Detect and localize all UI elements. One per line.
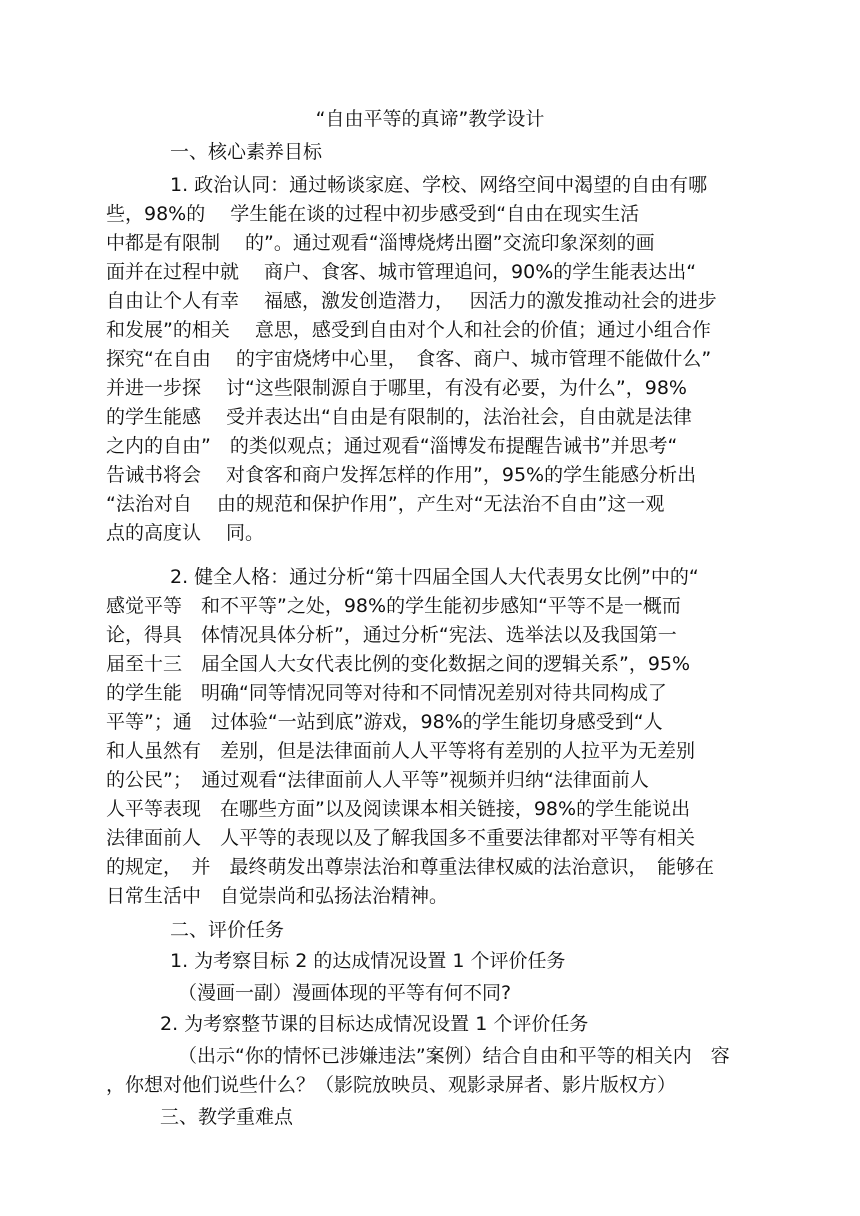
evaluation-task-2-detail: （出示“你的情怀已涉嫌违法”案例）结合自由和平等的相关内 容 <box>178 1045 730 1067</box>
paragraph-line: 感觉平等 和不平等”之处，98%的学生能初步感知“平等不是一概而 <box>106 595 681 617</box>
paragraph-line: 中都是有限制 的”。通过观看“淄博烧烤出圈”交流印象深刻的画 <box>106 232 655 254</box>
paragraph-line: 自由让个人有幸 福感，激发创造潜力， 因活力的激发推动社会的进步 <box>106 290 717 312</box>
paragraph-line: 些，98%的 学生能在谈的过程中初步感受到“自由在现实生活 <box>106 203 640 225</box>
paragraph-line: 点的高度认 同。 <box>106 522 265 544</box>
paragraph-line: 人平等表现 在哪些方面”以及阅读课本相关链接，98%的学生能说出 <box>106 798 691 820</box>
section-heading-evaluation-tasks: 二、评价任务 <box>170 919 285 941</box>
paragraph-line: 和人虽然有 差别，但是法律面前人人平等将有差别的人拉平为无差别 <box>106 740 696 762</box>
paragraph-line: 并进一步探 讨“这些限制源自于哪里，有没有必要，为什么”，98% <box>106 377 687 399</box>
paragraph-line: 2. 健全人格：通过分析“第十四届全国人大代表男女比例”中的“ <box>170 566 699 588</box>
evaluation-task-1: 1. 为考察目标 2 的达成情况设置 1 个评价任务 <box>170 950 566 972</box>
paragraph-line: 届至十三 届全国人大女代表比例的变化数据之间的逻辑关系”，95% <box>106 653 691 675</box>
paragraph-line: 探究“在自由 的宇宙烧烤中心里， 食客、商户、城市管理不能做什么” <box>106 348 712 370</box>
paragraph-line: 论，得具 体情况具体分析”，通过分析“宪法、选举法以及我国第一 <box>106 624 677 646</box>
evaluation-task-2-detail: ，你想对他们说些什么？（影院放映员、观影录屏者、影片版权方） <box>106 1074 677 1096</box>
paragraph-line: 的公民”； 通过观看“法律面前人人平等”视频并归纳“法律面前人 <box>106 769 649 791</box>
paragraph-line: 告诫书将会 对食客和商户发挥怎样的作用”，95%的学生能感分析出 <box>106 464 697 486</box>
section-heading-core-goals: 一、核心素养目标 <box>170 141 323 163</box>
paragraph-line: 之内的自由” 的类似观点；通过观看“淄博发布提醒告诫书”并思考“ <box>106 435 678 457</box>
evaluation-task-2: 2. 为考察整节课的目标达成情况设置 1 个评价任务 <box>160 1013 589 1035</box>
paragraph-line: 1. 政治认同：通过畅谈家庭、学校、网络空间中渴望的自由有哪 <box>170 174 708 196</box>
paragraph-line: 日常生活中 自觉崇尚和弘扬法治精神。 <box>106 885 449 907</box>
paragraph-line: 法律面前人 人平等的表现以及了解我国多不重要法律都对平等有相关 <box>106 827 696 849</box>
paragraph-line: 的学生能感 受并表达出“自由是有限制的，法治社会，自由就是法律 <box>106 406 692 428</box>
paragraph-line: 的学生能 明确“同等情况同等对待和不同情况差别对待共同构成了 <box>106 682 667 704</box>
document-title: “自由平等的真谛”教学设计 <box>315 108 545 130</box>
paragraph-line: 平等”；通 过体验“一站到底”游戏，98%的学生能切身感受到“人 <box>106 711 663 733</box>
paragraph-line: 的规定， 并 最终萌发出尊崇法治和尊重法律权威的法治意识， 能够在 <box>106 856 715 878</box>
evaluation-task-1-detail: （漫画一副）漫画体现的平等有何不同? <box>178 982 512 1004</box>
paragraph-line: 面并在过程中就 商户、食客、城市管理追问，90%的学生能表达出“ <box>106 261 697 283</box>
paragraph-line: “法治对自 由的规范和保护作用”，产生对“无法治不自由”这一观 <box>106 493 665 515</box>
section-heading-key-difficulties: 三、教学重难点 <box>160 1106 294 1128</box>
paragraph-line: 和发展”的相关 意思，感受到自由对个人和社会的价值；通过小组合作 <box>106 319 711 341</box>
